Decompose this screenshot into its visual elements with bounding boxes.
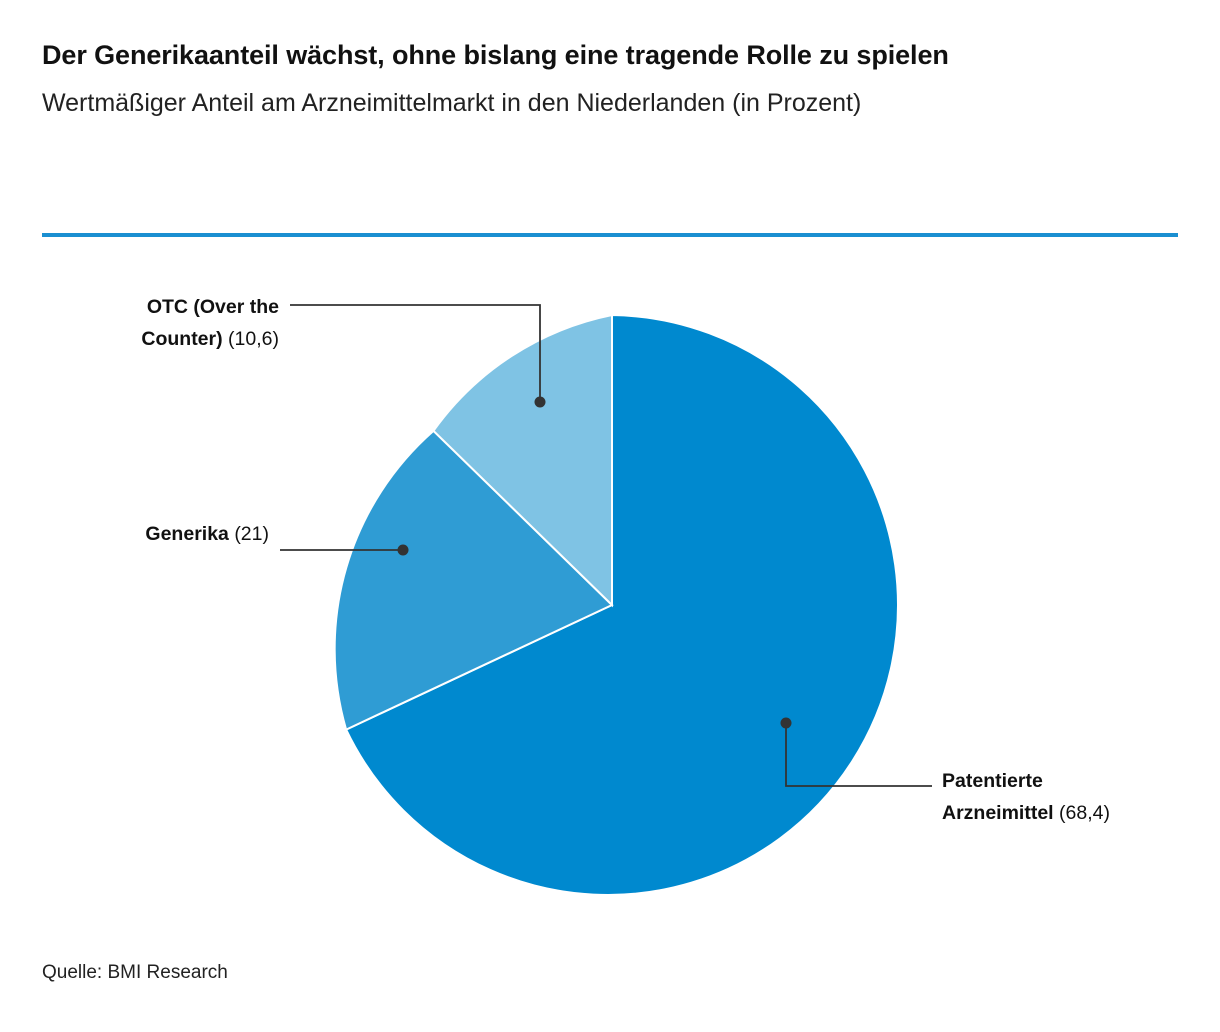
chart-header — [42, 38, 1142, 119]
pie-label-generika: Generika (21) — [145, 523, 269, 545]
header-divider — [42, 233, 1178, 237]
pie-chart-svg — [0, 250, 1220, 950]
pie-label-otc: OTC (Over the — [146, 296, 279, 318]
source-note: Quelle: BMI Research — [42, 962, 228, 983]
page-title: Der Generikaanteil wächst, ohne bislang eine tragende Rolle zu spielen — [42, 40, 949, 70]
pie-label-patentierte-arzneimittel: Patentierte — [942, 770, 1043, 792]
pie-chart — [0, 250, 1220, 950]
pie-label-otc-line2: Counter) (10,6) — [141, 328, 279, 350]
pie-label-patentierte-arzneimittel-line2: Arzneimittel (68,4) — [942, 802, 1110, 824]
chart-subtitle: Wertmäßiger Anteil am Arzneimittelmarkt in den Niederlanden (in Prozent) — [42, 88, 862, 117]
